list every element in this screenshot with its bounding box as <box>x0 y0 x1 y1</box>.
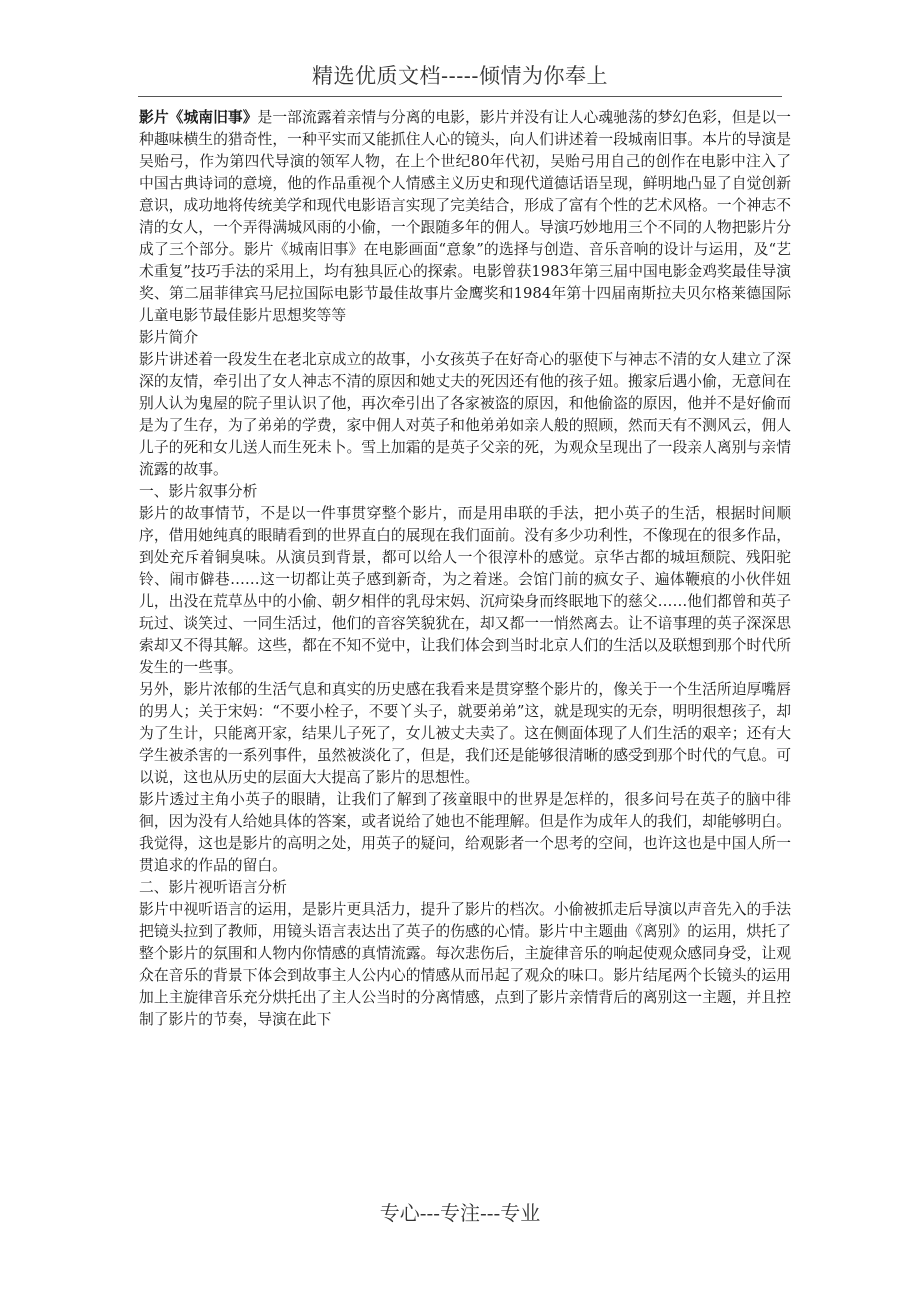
intro-film-title: 影片《城南旧事》 <box>139 109 258 126</box>
heading-audiovisual-analysis: 二、影片视听语言分析 <box>139 879 287 896</box>
audiovisual-paragraph-1: 影片中视听语言的运用，是影片更具活力，提升了影片的档次。小偷被抓走后导演以声音先入的手法把镜头拉到了教师，用镜头语言表达出了英子的伤感的心情。影片中主题曲《离别》的运用，烘托了整个影片的氛围和人物内你情感的真情流露。每次悲伤后，主旋律音乐的响起使观众感同身受，让观众在音乐的背景下体会到故事主人公内心的情感从而吊起了观众的味口。影片结尾两个长镜头的运用加上主旋律音乐充分烘托出了主人公当时的分离情感，点到了影片亲情背后的离别这一主题，并且控制了影片的节奏，导演在此下 <box>139 901 791 1028</box>
narrative-paragraph-3: 影片透过主角小英子的眼睛，让我们了解到了孩童眼中的世界是怎样的，很多问号在英子的脑中徘徊，因为没有人给她具体的答案，或者说给了她也不能理解。但是作为成年人的我们，却能够明白。我觉得，这也是影片的高明之处，用英子的疑问，给观影者一个思考的空间，也许这也是中国人所一贯追求的作品的留白。 <box>139 791 791 874</box>
page-footer: 专心---专注---专业 <box>379 1201 541 1225</box>
heading-narrative-analysis: 一、影片叙事分析 <box>139 483 258 500</box>
narrative-paragraph-2: 另外，影片浓郁的生活气息和真实的历史感在我看来是贯穿整个影片的，像关于一个生活所迫厚嘴唇的男人；关于宋妈：“不要小栓子，不要丫头子，就要弟弟”这，就是现实的无奈，明明很想孩子，却为了生计，只能离开家，结果儿子死了，女儿被丈夫卖了。这在侧面体现了人们生活的艰辛；还有大学生被杀害的一系列事件，虽然被淡化了，但是，我们还是能够很清晰的感受到那个时代的气息。可以说，这也从历史的层面大大提高了影片的思想性。 <box>139 681 791 786</box>
page-header: 精选优质文档-----倾情为你奉上 <box>312 64 608 88</box>
synopsis-paragraph: 影片讲述着一段发生在老北京成立的故事，小女孩英子在好奇心的驱使下与神志不清的女人建立了深深的友情，牵引出了女人神志不清的原因和她丈夫的死因还有他的孩子妞。搬家后遇小偷，无意间在别人认为鬼屋的院子里认识了他，再次牵引出了各家被盗的原因，和他偷盗的原因，他并不是好偷而是为了生存，为了弟弟的学费，家中佣人对英子和他弟弟如亲人般的照顾，然而天有不测风云，佣人儿子的死和女儿送人而生死未卜。雪上加霜的是英子父亲的死，为观众呈现出了一段亲人离别与亲情流露的故事。 <box>139 351 791 478</box>
intro-paragraph <box>139 107 791 327</box>
document-body <box>139 107 791 1031</box>
narrative-paragraph-1: 影片的故事情节，不是以一件事贯穿整个影片，而是用串联的手法，把小英子的生活，根据时间顺序，借用她纯真的眼睛看到的世界直白的展现在我们面前。没有多少功利性，不像现在的很多作品，到处充斥着铜臭味。从演员到背景，都可以给人一个很淳朴的感觉。京华古都的城垣颓院、残阳驼铃、闹市僻巷……这一切都让英子感到新奇，为之着迷。会馆门前的疯女子、遍体鞭痕的小伙伴妞儿，出没在荒草丛中的小偷、朝夕相伴的乳母宋妈、沉疴染身而终眠地下的慈父……他们都曾和英子玩过、谈笑过、一同生活过，他们的音容笑貌犹在，却又都一一悄然离去。让不谙事理的英子深深思索却又不得其解。这些，都在不知不觉中，让我们体会到当时北京人们的生活以及联想到那个时代所发生的一些事。 <box>139 505 791 676</box>
heading-synopsis: 影片简介 <box>139 329 199 346</box>
intro-text: 是一部流露着亲情与分离的电影，影片并没有让人心魂驰荡的梦幻色彩，但是以一种趣味横生的猎奇性，一种平实而又能抓住人心的镜头，向人们讲述着一段城南旧事。本片的导演是吴贻弓，作为第四代导演的领军人物，在上个世纪80年代初，吴贻弓用自己的创作在电影中注入了中国古典诗词的意境，他的作品重视个人情感主义历史和现代道德话语呈现，鲜明地凸显了自觉创新意识，成功地将传统美学和现代电影语言实现了完美结合，形成了富有个性的艺术风格。一个神志不清的女人，一个弄得满城风雨的小偷，一个跟随多年的佣人。导演巧妙地用三个不同的人物把影片分成了三个部分。影片《城南旧事》在电影画面“意象”的选择与创造、音乐音响的设计与运用，及“艺术重复”技巧手法的采用上，均有独具匠心的探索。电影曾获1983年第三届中国电影金鸡奖最佳导演奖、第二届菲律宾马尼拉国际电影节最佳故事片金鹰奖和1984年第十四届南斯拉夫贝尔格莱德国际儿童电影节最佳影片思想奖等等 <box>139 109 791 324</box>
header-divider <box>138 96 782 97</box>
